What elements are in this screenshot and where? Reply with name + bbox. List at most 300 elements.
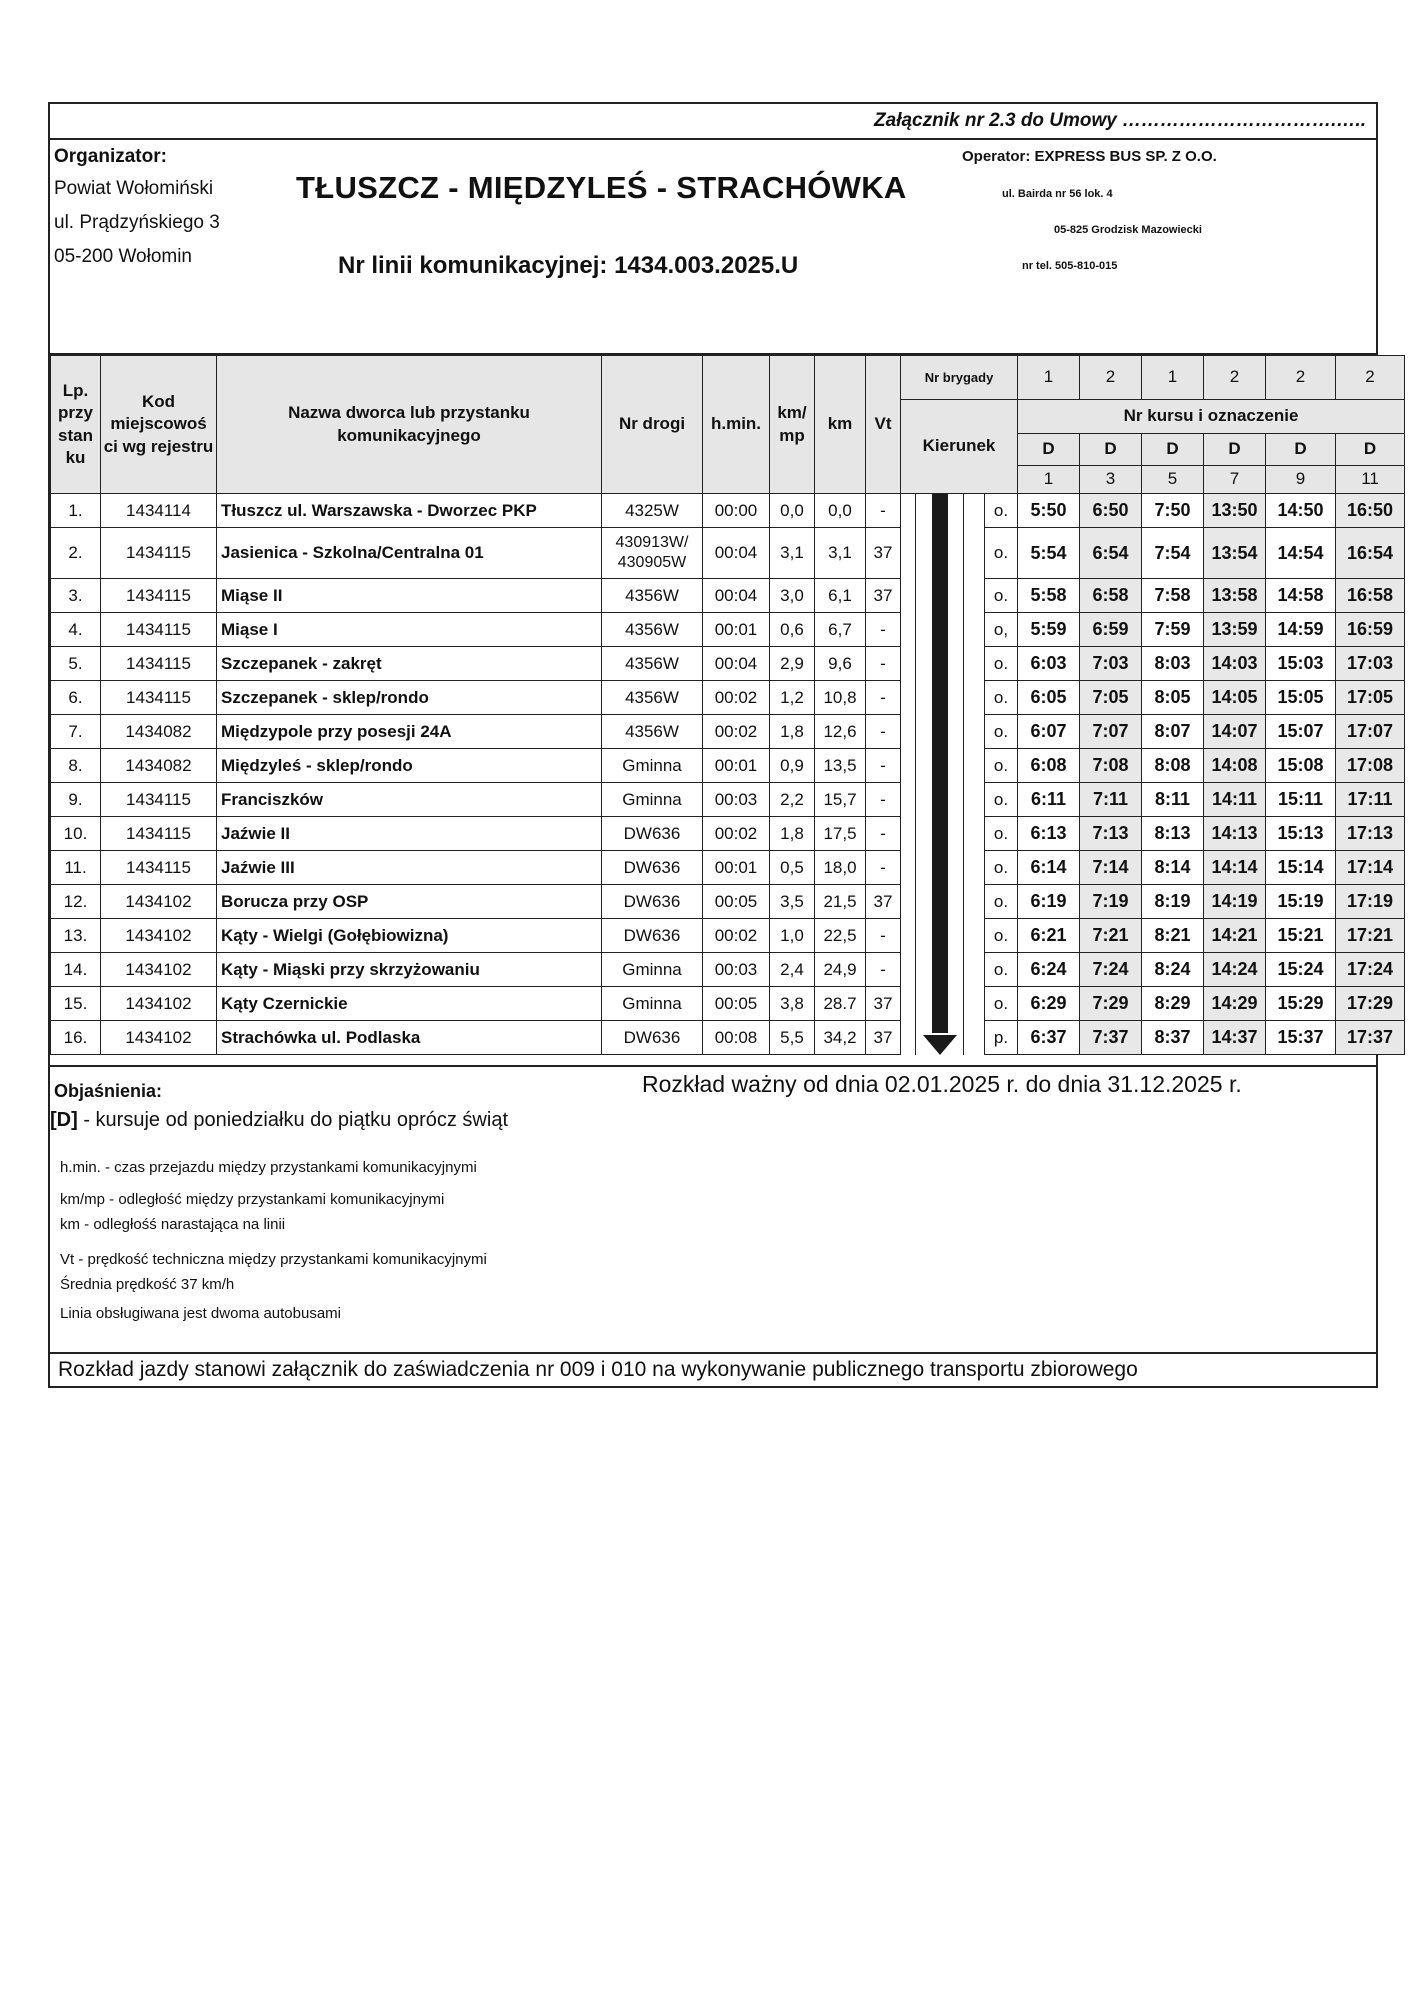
- segment-distance: 2,4: [770, 953, 815, 987]
- departure-time: 17:29: [1336, 987, 1405, 1021]
- direction-spacer: [901, 919, 916, 953]
- direction-spacer: [901, 817, 916, 851]
- direction-arrow-icon: [916, 987, 964, 1021]
- segment-distance: 2,2: [770, 783, 815, 817]
- locality-code: 1434102: [101, 987, 217, 1021]
- segment-distance: 0,9: [770, 749, 815, 783]
- locality-code: 1434102: [101, 885, 217, 919]
- stop-type: o.: [985, 987, 1018, 1021]
- departure-time: 6:58: [1080, 579, 1142, 613]
- table-row: [51, 851, 1405, 885]
- stop-number: 16.: [51, 1021, 101, 1055]
- departure-time: 14:50: [1266, 494, 1336, 528]
- stop-name: Franciszków: [217, 783, 602, 817]
- travel-time: 00:02: [703, 919, 770, 953]
- travel-time: 00:04: [703, 579, 770, 613]
- road-number: 4356W: [602, 715, 703, 749]
- travel-time: 00:04: [703, 647, 770, 681]
- cumulative-distance: 0,0: [815, 494, 866, 528]
- direction-spacer: [901, 613, 916, 647]
- header-nazwa: Nazwa dworca lub przystanku komunikacyjnego: [217, 356, 602, 494]
- travel-time: 00:05: [703, 885, 770, 919]
- direction-spacer: [964, 681, 985, 715]
- organizer-name: Powiat Wołomiński: [54, 178, 214, 199]
- cumulative-distance: 9,6: [815, 647, 866, 681]
- direction-spacer: [901, 1021, 916, 1055]
- cumulative-distance: 10,8: [815, 681, 866, 715]
- direction-arrow-icon: [916, 817, 964, 851]
- departure-time: 17:05: [1336, 681, 1405, 715]
- departure-time: 14:19: [1204, 885, 1266, 919]
- note-line: km/mp - odległość między przystankami komunikacyjnymi: [60, 1191, 445, 1208]
- departure-time: 6:59: [1080, 613, 1142, 647]
- stop-number: 13.: [51, 919, 101, 953]
- brigade-3: 1: [1142, 356, 1204, 400]
- segment-distance: 3,1: [770, 528, 815, 579]
- mark-1: D: [1018, 434, 1080, 466]
- locality-code: 1434115: [101, 647, 217, 681]
- segment-distance: 1,8: [770, 817, 815, 851]
- note-line: h.min. - czas przejazdu między przystankami komunikacyjnymi: [60, 1159, 477, 1176]
- segment-distance: 1,8: [770, 715, 815, 749]
- departure-time: 6:05: [1018, 681, 1080, 715]
- travel-time: 00:03: [703, 953, 770, 987]
- stop-name: Strachówka ul. Podlaska: [217, 1021, 602, 1055]
- direction-spacer: [964, 783, 985, 817]
- departure-time: 6:50: [1080, 494, 1142, 528]
- departure-time: 15:08: [1266, 749, 1336, 783]
- direction-spacer: [964, 851, 985, 885]
- road-number: 4356W: [602, 681, 703, 715]
- technical-speed: 37: [866, 528, 901, 579]
- departure-time: 7:19: [1080, 885, 1142, 919]
- table-row: [51, 885, 1405, 919]
- header-km: km: [815, 356, 866, 494]
- departure-time: 7:11: [1080, 783, 1142, 817]
- stop-type: o.: [985, 579, 1018, 613]
- direction-spacer: [964, 817, 985, 851]
- departure-time: 15:13: [1266, 817, 1336, 851]
- header-kod: Kod miejscowoś ci wg rejestru: [101, 356, 217, 494]
- departure-time: 7:59: [1142, 613, 1204, 647]
- operator-label: Operator: EXPRESS BUS SP. Z O.O.: [962, 148, 1217, 165]
- stop-type: o.: [985, 919, 1018, 953]
- segment-distance: 2,9: [770, 647, 815, 681]
- brigade-4: 2: [1204, 356, 1266, 400]
- direction-spacer: [901, 494, 916, 528]
- departure-time: 8:19: [1142, 885, 1204, 919]
- departure-time: 6:08: [1018, 749, 1080, 783]
- course-6: 11: [1336, 466, 1405, 494]
- road-number: DW636: [602, 1021, 703, 1055]
- travel-time: 00:02: [703, 817, 770, 851]
- technical-speed: -: [866, 715, 901, 749]
- stop-name: Borucza przy OSP: [217, 885, 602, 919]
- stop-number: 9.: [51, 783, 101, 817]
- technical-speed: -: [866, 783, 901, 817]
- cumulative-distance: 24,9: [815, 953, 866, 987]
- stop-type: o.: [985, 494, 1018, 528]
- table-row: [51, 987, 1405, 1021]
- departure-time: 7:54: [1142, 528, 1204, 579]
- departure-time: 14:11: [1204, 783, 1266, 817]
- departure-time: 7:13: [1080, 817, 1142, 851]
- departure-time: 15:21: [1266, 919, 1336, 953]
- stop-number: 10.: [51, 817, 101, 851]
- direction-spacer: [901, 851, 916, 885]
- course-2: 3: [1080, 466, 1142, 494]
- departure-time: 6:11: [1018, 783, 1080, 817]
- technical-speed: -: [866, 953, 901, 987]
- note-line: Linia obsługiwana jest dwoma autobusami: [60, 1305, 342, 1322]
- course-5: 9: [1266, 466, 1336, 494]
- direction-arrow-icon: [916, 1021, 964, 1055]
- mark-4: D: [1204, 434, 1266, 466]
- road-number: DW636: [602, 885, 703, 919]
- departure-time: 5:58: [1018, 579, 1080, 613]
- cumulative-distance: 6,1: [815, 579, 866, 613]
- notes-section: [50, 1065, 1376, 1354]
- travel-time: 00:01: [703, 851, 770, 885]
- stop-type: o.: [985, 528, 1018, 579]
- direction-spacer: [964, 494, 985, 528]
- departure-time: 14:05: [1204, 681, 1266, 715]
- direction-arrow-icon: [916, 528, 964, 579]
- stop-number: 8.: [51, 749, 101, 783]
- note-line: Średnia prędkość 37 km/h: [60, 1276, 235, 1293]
- stop-name: Kąty Czernickie: [217, 987, 602, 1021]
- organizer-label: Organizator:: [54, 146, 167, 167]
- departure-time: 7:08: [1080, 749, 1142, 783]
- departure-time: 6:07: [1018, 715, 1080, 749]
- header-hmin: h.min.: [703, 356, 770, 494]
- departure-time: 7:37: [1080, 1021, 1142, 1055]
- stop-number: 1.: [51, 494, 101, 528]
- stop-number: 7.: [51, 715, 101, 749]
- mark-2: D: [1080, 434, 1142, 466]
- locality-code: 1434115: [101, 579, 217, 613]
- departure-time: 14:37: [1204, 1021, 1266, 1055]
- header-brygady: Nr brygady: [901, 356, 1018, 400]
- table-row: [51, 681, 1405, 715]
- road-number: 4356W: [602, 613, 703, 647]
- header-kmmp: km/ mp: [770, 356, 815, 494]
- technical-speed: 37: [866, 1021, 901, 1055]
- header-vt: Vt: [866, 356, 901, 494]
- departure-time: 5:54: [1018, 528, 1080, 579]
- direction-spacer: [901, 715, 916, 749]
- stop-name: Jaźwie III: [217, 851, 602, 885]
- cumulative-distance: 18,0: [815, 851, 866, 885]
- segment-distance: 1,0: [770, 919, 815, 953]
- road-number: 4356W: [602, 579, 703, 613]
- stop-name: Międzyleś - sklep/rondo: [217, 749, 602, 783]
- direction-arrow-icon: [916, 885, 964, 919]
- header-lp: Lp. przy stan ku: [51, 356, 101, 494]
- course-4: 7: [1204, 466, 1266, 494]
- header-kierunek: Kierunek: [901, 400, 1018, 494]
- departure-time: 17:13: [1336, 817, 1405, 851]
- table-row: [51, 919, 1405, 953]
- direction-spacer: [964, 953, 985, 987]
- departure-time: 6:19: [1018, 885, 1080, 919]
- departure-time: 15:14: [1266, 851, 1336, 885]
- course-1: 1: [1018, 466, 1080, 494]
- departure-time: 6:03: [1018, 647, 1080, 681]
- stop-number: 6.: [51, 681, 101, 715]
- direction-spacer: [901, 953, 916, 987]
- departure-time: 6:24: [1018, 953, 1080, 987]
- departure-time: 17:37: [1336, 1021, 1405, 1055]
- departure-time: 14:21: [1204, 919, 1266, 953]
- stop-name: Jaźwie II: [217, 817, 602, 851]
- stop-name: Miąse II: [217, 579, 602, 613]
- departure-time: 14:03: [1204, 647, 1266, 681]
- travel-time: 00:02: [703, 715, 770, 749]
- technical-speed: -: [866, 817, 901, 851]
- cumulative-distance: 15,7: [815, 783, 866, 817]
- departure-time: 7:24: [1080, 953, 1142, 987]
- segment-distance: 0,6: [770, 613, 815, 647]
- technical-speed: 37: [866, 579, 901, 613]
- segment-distance: 0,0: [770, 494, 815, 528]
- departure-time: 15:05: [1266, 681, 1336, 715]
- departure-time: 7:03: [1080, 647, 1142, 681]
- technical-speed: -: [866, 494, 901, 528]
- road-number: DW636: [602, 919, 703, 953]
- d-code: [D]: [50, 1109, 78, 1131]
- stop-number: 5.: [51, 647, 101, 681]
- direction-spacer: [964, 579, 985, 613]
- departure-time: 7:14: [1080, 851, 1142, 885]
- departure-time: 16:58: [1336, 579, 1405, 613]
- departure-time: 15:11: [1266, 783, 1336, 817]
- locality-code: 1434115: [101, 851, 217, 885]
- notes-title: Objaśnienia:: [54, 1081, 163, 1101]
- departure-time: 13:58: [1204, 579, 1266, 613]
- direction-spacer: [964, 613, 985, 647]
- segment-distance: 1,2: [770, 681, 815, 715]
- stop-number: 3.: [51, 579, 101, 613]
- departure-time: 17:24: [1336, 953, 1405, 987]
- timetable-document: [48, 102, 1394, 1388]
- stop-name: Kąty - Wielgi (Gołębiowizna): [217, 919, 602, 953]
- annex-label: Załącznik nr 2.3 do Umowy …………………………….…..: [50, 104, 1376, 140]
- direction-arrow-icon: [916, 494, 964, 528]
- departure-time: 14:29: [1204, 987, 1266, 1021]
- stop-number: 14.: [51, 953, 101, 987]
- departure-time: 15:24: [1266, 953, 1336, 987]
- departure-time: 14:58: [1266, 579, 1336, 613]
- stop-type: o.: [985, 885, 1018, 919]
- cumulative-distance: 6,7: [815, 613, 866, 647]
- departure-time: 15:07: [1266, 715, 1336, 749]
- table-row: [51, 528, 1405, 579]
- travel-time: 00:05: [703, 987, 770, 1021]
- departure-time: 8:03: [1142, 647, 1204, 681]
- departure-time: 17:03: [1336, 647, 1405, 681]
- locality-code: 1434102: [101, 953, 217, 987]
- brigade-5: 2: [1266, 356, 1336, 400]
- brigade-6: 2: [1336, 356, 1405, 400]
- departure-time: 7:21: [1080, 919, 1142, 953]
- locality-code: 1434115: [101, 783, 217, 817]
- stop-number: 4.: [51, 613, 101, 647]
- departure-time: 8:13: [1142, 817, 1204, 851]
- cumulative-distance: 28.7: [815, 987, 866, 1021]
- table-row: [51, 817, 1405, 851]
- course-3: 5: [1142, 466, 1204, 494]
- stop-number: 15.: [51, 987, 101, 1021]
- line-number: Nr linii komunikacyjnej: 1434.003.2025.U: [338, 252, 799, 279]
- mark-3: D: [1142, 434, 1204, 466]
- departure-time: 15:37: [1266, 1021, 1336, 1055]
- organizer-city: 05-200 Wołomin: [54, 246, 193, 267]
- departure-time: 7:05: [1080, 681, 1142, 715]
- stop-type: o.: [985, 851, 1018, 885]
- road-number: DW636: [602, 817, 703, 851]
- departure-time: 8:24: [1142, 953, 1204, 987]
- table-row: [51, 715, 1405, 749]
- road-number: Gminna: [602, 953, 703, 987]
- operator-city: 05-825 Grodzisk Mazowiecki: [1054, 224, 1202, 236]
- direction-arrow-icon: [916, 613, 964, 647]
- cumulative-distance: 22,5: [815, 919, 866, 953]
- route-title: TŁUSZCZ - MIĘDZYLEŚ - STRACHÓWKA: [296, 170, 907, 205]
- segment-distance: 5,5: [770, 1021, 815, 1055]
- brigade-2: 2: [1080, 356, 1142, 400]
- departure-time: 8:11: [1142, 783, 1204, 817]
- stop-number: 12.: [51, 885, 101, 919]
- direction-spacer: [964, 749, 985, 783]
- road-number: 4356W: [602, 647, 703, 681]
- direction-arrow-icon: [916, 749, 964, 783]
- departure-time: 14:13: [1204, 817, 1266, 851]
- departure-time: 6:21: [1018, 919, 1080, 953]
- direction-arrow-icon: [916, 647, 964, 681]
- departure-time: 17:21: [1336, 919, 1405, 953]
- direction-spacer: [964, 715, 985, 749]
- locality-code: 1434115: [101, 613, 217, 647]
- locality-code: 1434115: [101, 528, 217, 579]
- technical-speed: -: [866, 647, 901, 681]
- table-row: [51, 1021, 1405, 1055]
- notes-d-explanation: [50, 1109, 508, 1132]
- direction-spacer: [901, 528, 916, 579]
- travel-time: 00:01: [703, 749, 770, 783]
- departure-time: 8:21: [1142, 919, 1204, 953]
- departure-time: 8:14: [1142, 851, 1204, 885]
- direction-spacer: [901, 987, 916, 1021]
- stop-name: Kąty - Miąski przy skrzyżowaniu: [217, 953, 602, 987]
- table-row: [51, 749, 1405, 783]
- road-number: Gminna: [602, 987, 703, 1021]
- departure-time: 14:54: [1266, 528, 1336, 579]
- cumulative-distance: 17,5: [815, 817, 866, 851]
- mark-6: D: [1336, 434, 1405, 466]
- direction-arrow-icon: [916, 919, 964, 953]
- table-row: [51, 579, 1405, 613]
- direction-spacer: [901, 647, 916, 681]
- direction-spacer: [901, 885, 916, 919]
- direction-spacer: [901, 681, 916, 715]
- departure-time: 6:29: [1018, 987, 1080, 1021]
- departure-time: 7:58: [1142, 579, 1204, 613]
- locality-code: 1434082: [101, 715, 217, 749]
- cumulative-distance: 3,1: [815, 528, 866, 579]
- technical-speed: 37: [866, 885, 901, 919]
- road-number: Gminna: [602, 783, 703, 817]
- departure-time: 17:07: [1336, 715, 1405, 749]
- departure-time: 16:50: [1336, 494, 1405, 528]
- direction-arrow-icon: [916, 953, 964, 987]
- departure-time: 17:14: [1336, 851, 1405, 885]
- stop-name: Szczepanek - zakręt: [217, 647, 602, 681]
- stop-type: p.: [985, 1021, 1018, 1055]
- brigade-1: 1: [1018, 356, 1080, 400]
- departure-time: 16:54: [1336, 528, 1405, 579]
- header-droga: Nr drogi: [602, 356, 703, 494]
- travel-time: 00:04: [703, 528, 770, 579]
- departure-time: 14:14: [1204, 851, 1266, 885]
- departure-time: 8:07: [1142, 715, 1204, 749]
- direction-spacer: [901, 749, 916, 783]
- direction-spacer: [964, 919, 985, 953]
- direction-spacer: [964, 885, 985, 919]
- direction-arrow-icon: [916, 579, 964, 613]
- technical-speed: -: [866, 851, 901, 885]
- operator-phone: nr tel. 505-810-015: [1022, 260, 1118, 272]
- departure-time: 6:13: [1018, 817, 1080, 851]
- cumulative-distance: 21,5: [815, 885, 866, 919]
- departure-time: 14:24: [1204, 953, 1266, 987]
- departure-time: 14:08: [1204, 749, 1266, 783]
- locality-code: 1434102: [101, 919, 217, 953]
- departure-time: 6:37: [1018, 1021, 1080, 1055]
- header-kurs: Nr kursu i oznaczenie: [1018, 400, 1405, 434]
- stop-type: o.: [985, 953, 1018, 987]
- stop-type: o.: [985, 681, 1018, 715]
- departure-time: 17:08: [1336, 749, 1405, 783]
- stop-type: o.: [985, 715, 1018, 749]
- departure-time: 7:50: [1142, 494, 1204, 528]
- stop-number: 2.: [51, 528, 101, 579]
- departure-time: 8:08: [1142, 749, 1204, 783]
- direction-spacer: [901, 783, 916, 817]
- stop-name: Szczepanek - sklep/rondo: [217, 681, 602, 715]
- locality-code: 1434102: [101, 1021, 217, 1055]
- operator-street: ul. Bairda nr 56 lok. 4: [1002, 188, 1113, 200]
- departure-time: 5:50: [1018, 494, 1080, 528]
- stop-name: Jasienica - Szkolna/Centralna 01: [217, 528, 602, 579]
- departure-time: 14:59: [1266, 613, 1336, 647]
- table-row: [51, 953, 1405, 987]
- table-row: [51, 647, 1405, 681]
- organizer-street: ul. Prądzyńskiego 3: [54, 212, 220, 233]
- table-row: [51, 783, 1405, 817]
- technical-speed: -: [866, 749, 901, 783]
- locality-code: 1434115: [101, 681, 217, 715]
- stop-type: o.: [985, 817, 1018, 851]
- locality-code: 1434114: [101, 494, 217, 528]
- direction-arrow-icon: [916, 715, 964, 749]
- segment-distance: 3,8: [770, 987, 815, 1021]
- departure-time: 8:05: [1142, 681, 1204, 715]
- cumulative-distance: 34,2: [815, 1021, 866, 1055]
- timetable: [50, 355, 1405, 1055]
- direction-spacer: [964, 528, 985, 579]
- departure-time: 13:50: [1204, 494, 1266, 528]
